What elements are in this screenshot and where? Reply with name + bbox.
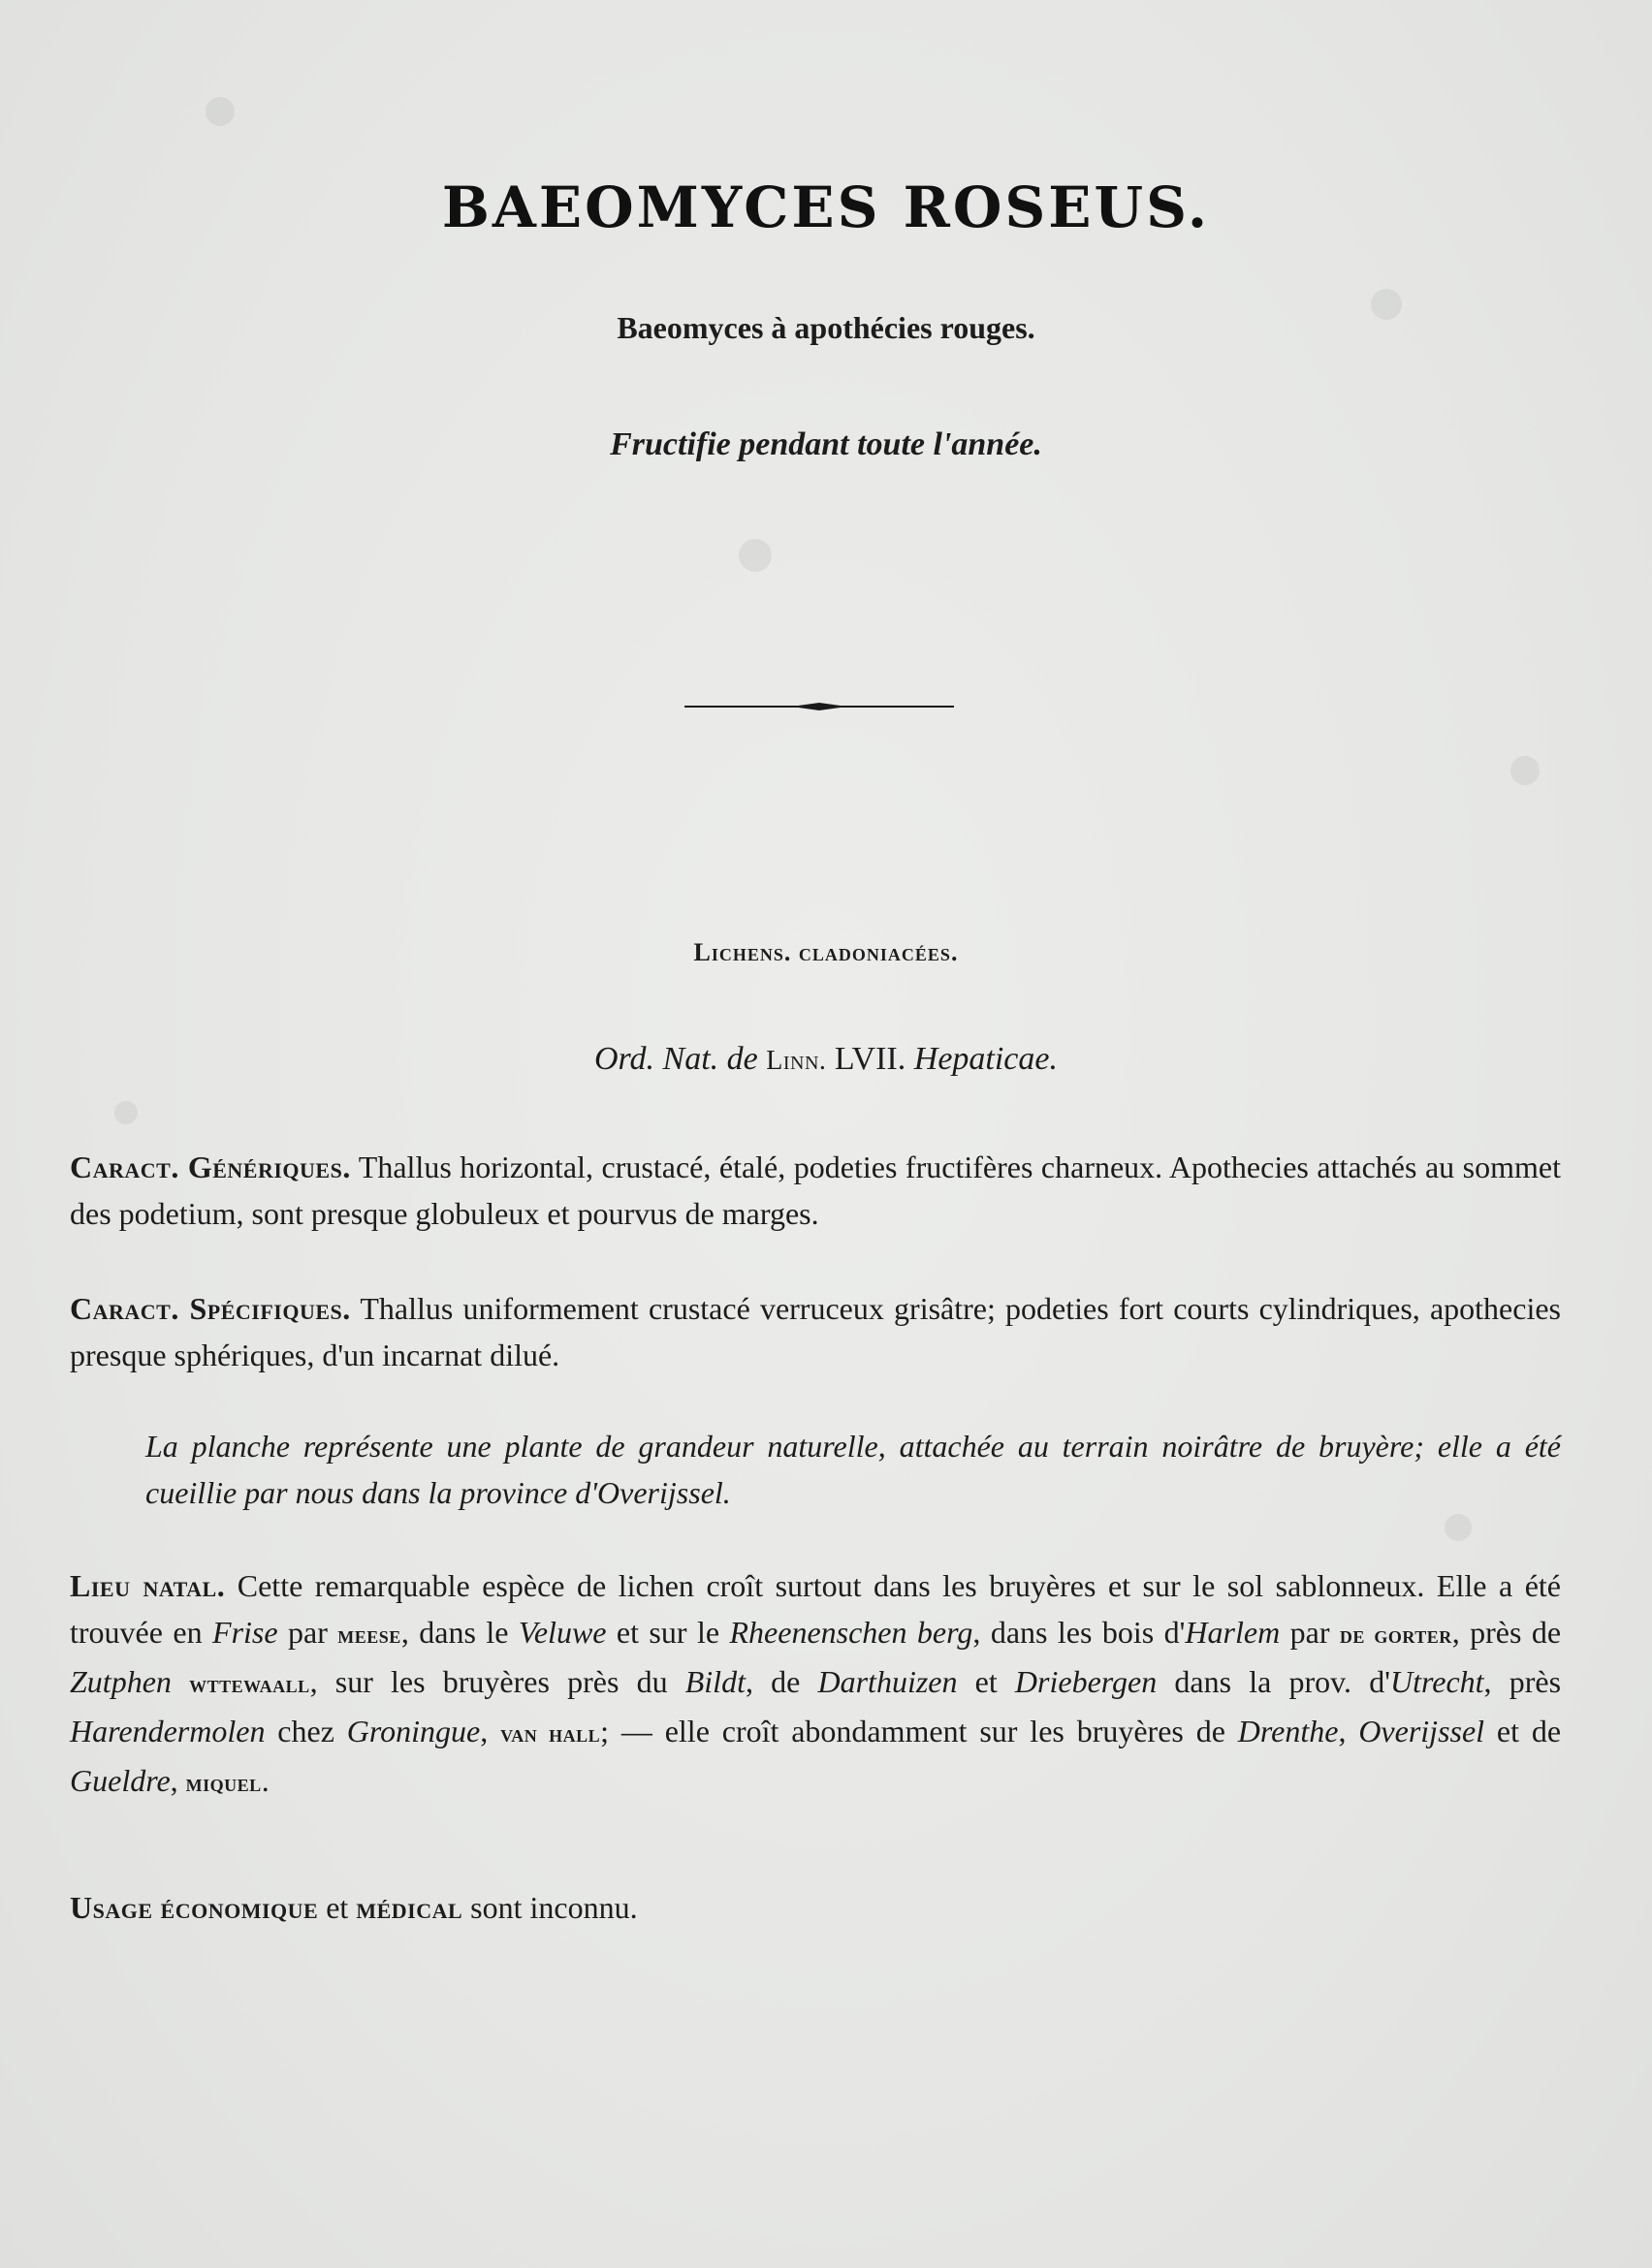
habitat-text: , près (1483, 1664, 1562, 1699)
habitat-text: , dans le (400, 1615, 519, 1650)
habitat-text: . (261, 1763, 270, 1798)
usage-text: et (318, 1890, 357, 1925)
collector-name: wttewaall (189, 1670, 310, 1698)
habitat-text: par (277, 1615, 338, 1650)
place-name: Zutphen (70, 1664, 172, 1699)
habitat-text: Cette remarquable espèce de lichen croît surtout dans les bruyères et sur le sol sablonneux. Elle a été trouvée en (70, 1568, 1561, 1650)
specific-characters (70, 1285, 1561, 1378)
paper-spot (1510, 756, 1540, 785)
place-name: Groningue (346, 1714, 481, 1748)
habitat-text: , dans les bois d' (972, 1615, 1186, 1650)
usage-lead: économique (160, 1890, 319, 1925)
generic-lead: Caract. Génériques. (70, 1150, 351, 1184)
usage-paragraph (70, 1884, 1561, 1931)
place-name: Gueldre (70, 1763, 171, 1798)
place-name: Harlem (1185, 1615, 1281, 1650)
habitat-text: et (957, 1664, 1015, 1699)
habitat-text: ; — elle croît abondamment sur les bruyères de (600, 1714, 1238, 1748)
habitat-text (172, 1664, 189, 1699)
order-number: LVII. (826, 1041, 914, 1077)
usage-lead: médical (356, 1890, 463, 1925)
family-heading: Lichens. cladoniacées. (693, 938, 959, 966)
place-name: Frise (212, 1615, 278, 1650)
specific-text: Thallus uniformement crustacé verruceux grisâtre; podeties fort courts cylindriques, apothecies presque sphériques, d'un incarnat dilué. (70, 1291, 1562, 1372)
place-name: Darthuizen (817, 1664, 958, 1699)
habitat-text: dans la prov. d' (1157, 1664, 1390, 1699)
place-name: Harendermolen (70, 1714, 266, 1748)
habitat-text: , (480, 1714, 501, 1748)
usage-text: sont inconnu. (462, 1890, 638, 1925)
generic-text: Thallus horizontal, crustacé, étalé, podeties fructifères charneux. Apothecies attachés au sommet des podetium, sont presque globuleux et pourvus de marges. (70, 1150, 1561, 1231)
order-group: Hepaticae. (913, 1041, 1058, 1077)
place-name: Rheenenschen berg (729, 1615, 973, 1650)
habitat-text: , (170, 1763, 186, 1798)
habitat-text: , sur les bruyères près du (309, 1664, 685, 1699)
habitat-text: par (1280, 1615, 1340, 1650)
habitat-text: chez (265, 1714, 347, 1748)
specific-lead: Caract. Spécifiques. (70, 1291, 351, 1326)
usage-lead: Usage (70, 1890, 153, 1925)
plate-note: La planche représente une plante de grandeur naturelle, attachée au terrain noirâtre de bruyère; elle a été cueillie par nous dans la province d'Overijssel. (145, 1429, 1561, 1510)
fructification-note: Fructifie pendant toute l'année. (610, 426, 1042, 462)
habitat-text: , près de (1451, 1615, 1562, 1650)
habitat-text: , de (745, 1664, 818, 1699)
paper-spot (739, 539, 772, 572)
common-name: Baeomyces à apothécies rouges. (617, 310, 1035, 345)
place-name: Utrecht (1389, 1664, 1484, 1699)
collector-name: de gorter (1339, 1621, 1452, 1649)
place-name: Veluwe (518, 1615, 607, 1650)
place-name: Driebergen (1014, 1664, 1158, 1699)
order-prefix: Ord. Nat. de (594, 1041, 767, 1077)
collector-name: miquel (185, 1769, 262, 1797)
generic-characters (70, 1144, 1561, 1237)
linnaean-order (0, 1041, 1652, 1078)
collector-name: meese (337, 1621, 401, 1649)
habitat-paragraph (70, 1562, 1561, 1807)
place-name: Overijssel (1358, 1714, 1485, 1748)
habitat-text: , (1338, 1714, 1359, 1748)
collector-name: van hall (500, 1719, 601, 1748)
habitat-text: et de (1484, 1714, 1562, 1748)
habitat-text: et sur le (606, 1615, 730, 1650)
order-author: Linn. (766, 1046, 827, 1076)
ornament-divider (684, 702, 954, 711)
page-title: BAEOMYCES ROSEUS. (441, 174, 1211, 240)
paper-spot (114, 1101, 138, 1124)
paper-spot (206, 97, 235, 126)
place-name: Bildt (684, 1664, 746, 1699)
paper-spot (1445, 1514, 1472, 1541)
place-name: Drenthe (1237, 1714, 1339, 1748)
habitat-lead: Lieu natal. (70, 1568, 226, 1603)
